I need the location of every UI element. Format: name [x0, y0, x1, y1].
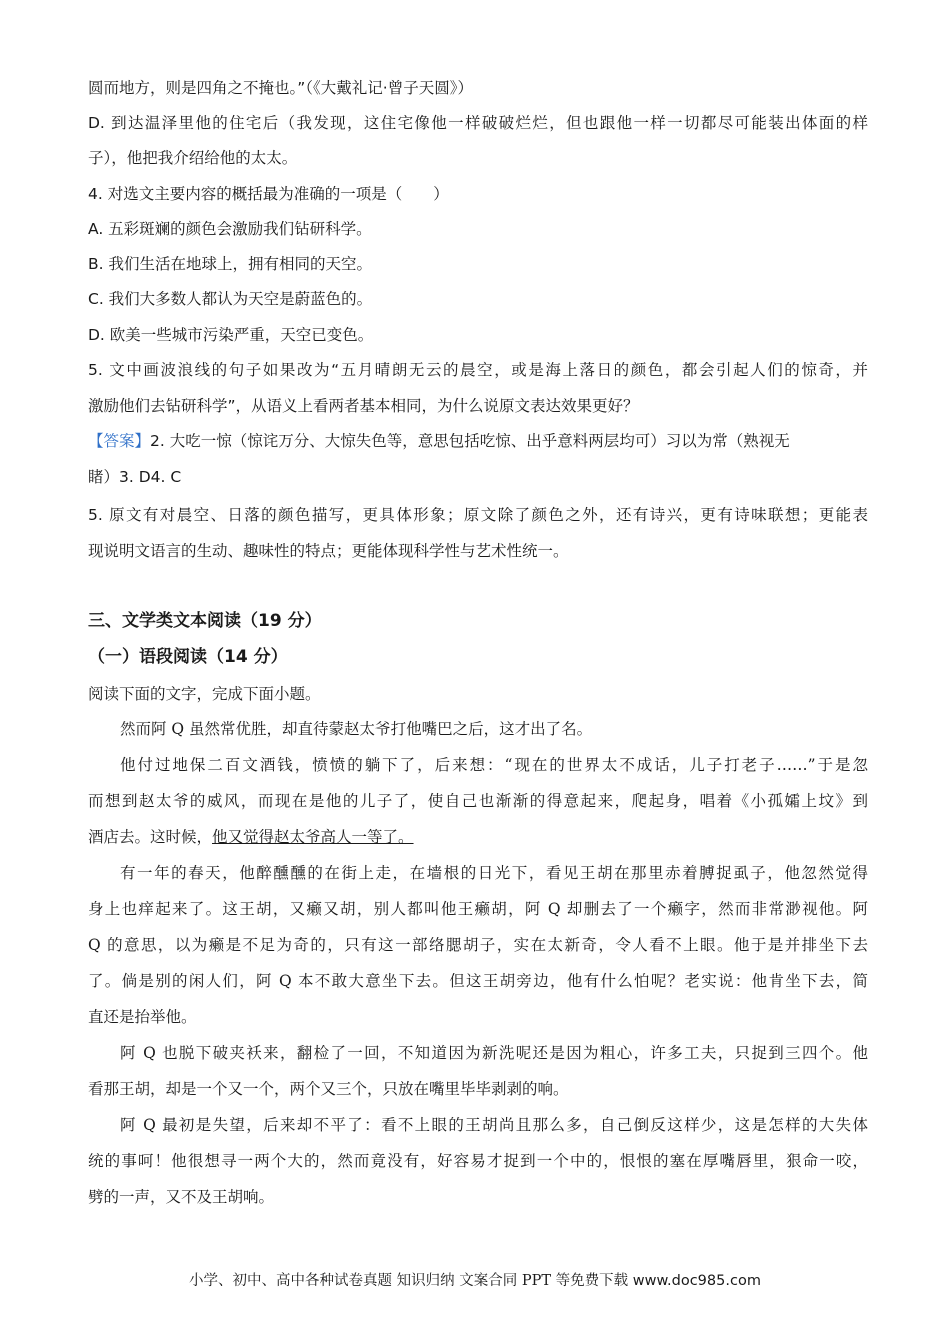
- option-b: B. 我们生活在地球上，拥有相同的天空。: [88, 255, 372, 273]
- passage-line: 他付过地保二百文酒钱，愤愤的躺下了，后来想：“现在的世界太不成话，儿子打老子……”于是忽: [120, 756, 868, 774]
- passage-line: 直还是抬举他。: [88, 1008, 197, 1026]
- passage-line: 有一年的春天，他醉醺醺的在街上走，在墙根的日光下，看见王胡在那里赤着膊捉虱子，他忽然觉得: [120, 864, 868, 882]
- underlined-sentence: 他又觉得赵太爷高人一等了。: [212, 828, 414, 846]
- answer-text: 2. 大吃一惊（惊诧万分、大惊失色等，意思包括吃惊、出乎意料两层均可）习以为常（熟视无: [150, 432, 790, 450]
- passage-line: 身上也痒起来了。这王胡，又癞又胡，别人都叫他王癞胡，阿 Q 却删去了一个癞字，然而非常渺视他。阿: [88, 900, 868, 918]
- answer-line-2: 睹）3. D4. C: [88, 468, 182, 486]
- passage-line: 劈的一声，又不及王胡响。: [88, 1188, 275, 1206]
- answer-line: [88, 431, 868, 451]
- passage-line: 而想到赵太爷的威风，而现在是他的儿子了，使自己也渐渐的得意起来，爬起身，唱着《小孤孀上坟》到: [88, 792, 868, 810]
- answer-tag: 【答案】: [88, 432, 151, 450]
- question-5: 5. 文中画波浪线的句子如果改为“五月晴朗无云的晨空，或是海上落日的颜色，都会引起人们的惊奇，并: [88, 361, 868, 379]
- reading-instruction: 阅读下面的文字，完成下面小题。: [88, 685, 321, 703]
- passage-line: Q 的意思，以为癞是不足为奇的，只有这一部络腮胡子，实在太新奇，令人看不上眼。他于是并排坐下去: [88, 936, 868, 954]
- passage-paragraph: 然而阿 Q 虽然常优胜，却直待蒙赵太爷打他嘴巴之后，这才出了名。: [120, 720, 593, 738]
- footer-text: 小学、初中、高中各种试卷真题 知识归纳 文案合同 PPT 等免费下载: [189, 1273, 629, 1289]
- option-a: A. 五彩斑斓的颜色会激励我们钻研科学。: [88, 220, 372, 238]
- answer-5-cont: 现说明文语言的生动、趣味性的特点；更能体现科学性与艺术性统一。: [88, 542, 569, 560]
- passage-line: 阿 Q 最初是失望，后来却不平了：看不上眼的王胡尚且那么多，自己倒反这样少，这是怎样的大失体: [120, 1116, 868, 1134]
- passage-line: 看那王胡，却是一个又一个，两个又三个，只放在嘴里毕毕剥剥的响。: [88, 1080, 569, 1098]
- subsection-heading: （一）语段阅读（14 分）: [88, 647, 288, 667]
- footer-url[interactable]: www.doc985.com: [632, 1273, 761, 1289]
- answer-5: 5. 原文有对晨空、日落的颜色描写，更具体形象；原文除了颜色之外，还有诗兴，更有诗味联想；更能表: [88, 506, 868, 524]
- passage-line: [88, 827, 868, 847]
- option-d: D. 欧美一些城市污染严重，天空已变色。: [88, 326, 374, 344]
- passage-text: 酒店去。这时候，: [88, 828, 213, 846]
- option-d-line: D. 到达温泽里他的住宅后（我发现，这住宅像他一样破破烂烂，但也跟他一样一切都尽可能装出体面的样: [88, 114, 868, 132]
- passage-line: 阿 Q 也脱下破夹袄来，翻检了一回，不知道因为新洗呢还是因为粗心，许多工夫，只捉到三四个。他: [120, 1044, 868, 1062]
- text-line: 子），他把我介绍给他的太太。: [88, 149, 298, 167]
- question-4: 4. 对选文主要内容的概括最为准确的一项是（ ）: [88, 185, 449, 203]
- passage-line: 统的事呵！他很想寻一两个大的，然而竟没有，好容易才捉到一个中的，恨恨的塞在厚嘴唇里，狠命一咬，: [88, 1152, 868, 1170]
- text-line: 圆而地方，则是四角之不掩也。”（《大戴礼记·曾子天圆》）: [88, 79, 473, 97]
- question-5-cont: 激励他们去钻研科学”，从语义上看两者基本相同，为什么说原文表达效果更好？: [88, 397, 639, 415]
- passage-line: 了。倘是别的闲人们，阿 Q 本不敢大意坐下去。但这王胡旁边，他有什么怕呢？老实说：他肯坐下去，简: [88, 972, 868, 990]
- option-c: C. 我们大多数人都认为天空是蔚蓝色的。: [88, 290, 373, 308]
- page-footer: [0, 1269, 950, 1290]
- section-heading: 三、文学类文本阅读（19 分）: [88, 611, 322, 631]
